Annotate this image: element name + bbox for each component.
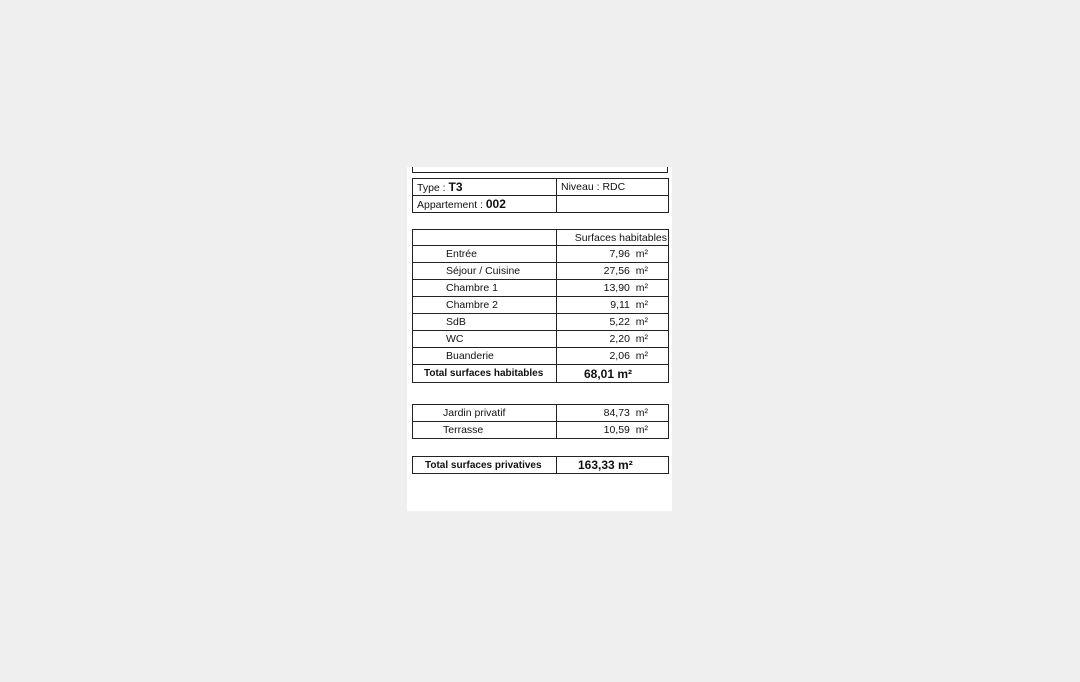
empty-cell <box>557 196 669 213</box>
surface-cell <box>557 246 669 263</box>
table-row <box>413 331 669 348</box>
surface-unit: m² <box>635 265 648 277</box>
room-name: Chambre 2 <box>413 297 557 314</box>
table-row <box>413 263 669 280</box>
surface-value: 27,56 <box>603 265 630 277</box>
table-row <box>413 280 669 297</box>
room-name: Terrasse <box>413 422 557 439</box>
table-row <box>413 348 669 365</box>
type-value: T3 <box>448 180 463 194</box>
surface-unit: m² <box>635 424 648 436</box>
exterior-table <box>412 404 669 439</box>
surface-sheet <box>407 167 672 511</box>
surface-cell <box>557 314 669 331</box>
column-header: Surfaces habitables <box>557 230 669 246</box>
surface-value: 5,22 <box>609 316 630 328</box>
surface-value: 2,20 <box>609 333 630 345</box>
surface-value: 84,73 <box>603 407 630 419</box>
total-habitable-label: Total surfaces habitables <box>413 365 557 383</box>
surface-value: 9,11 <box>610 299 630 311</box>
appartement-value: 002 <box>485 197 506 211</box>
room-name: SdB <box>413 314 557 331</box>
surface-cell <box>557 331 669 348</box>
room-name: Jardin privatif <box>413 405 557 422</box>
appartement-label: Appartement : <box>417 199 486 211</box>
table-row <box>413 246 669 263</box>
surface-value: 10,59 <box>603 424 630 436</box>
type-label: Type : <box>417 182 449 194</box>
surface-value: 7,96 <box>609 248 630 260</box>
surface-cell <box>557 297 669 314</box>
surface-cell <box>557 263 669 280</box>
privative-table <box>412 456 669 474</box>
table-row <box>413 405 669 422</box>
habitable-table <box>412 229 669 383</box>
table-row <box>413 314 669 331</box>
cropped-table-edge <box>412 167 668 173</box>
surface-value: 2,06 <box>609 350 630 362</box>
surface-cell <box>557 280 669 297</box>
header-empty-cell <box>413 230 557 246</box>
surface-unit: m² <box>635 350 648 362</box>
surface-unit: m² <box>635 248 648 260</box>
surface-cell <box>557 348 669 365</box>
total-privative-label: Total surfaces privatives <box>413 457 557 474</box>
surface-cell <box>557 422 669 439</box>
table-row <box>413 422 669 439</box>
surface-unit: m² <box>635 316 648 328</box>
surface-value: 13,90 <box>603 282 630 294</box>
room-name: Entrée <box>413 246 557 263</box>
total-privative-value: 163,33 m² <box>557 457 669 474</box>
room-name: WC <box>413 331 557 348</box>
niveau-label: Niveau : <box>561 181 603 193</box>
room-name: Séjour / Cuisine <box>413 263 557 280</box>
surface-unit: m² <box>635 299 648 311</box>
surface-unit: m² <box>635 407 648 419</box>
surface-unit: m² <box>635 333 648 345</box>
header-table <box>412 178 669 213</box>
surface-unit: m² <box>635 282 648 294</box>
room-name: Chambre 1 <box>413 280 557 297</box>
niveau-value: RDC <box>602 181 626 193</box>
room-name: Buanderie <box>413 348 557 365</box>
table-row <box>413 297 669 314</box>
total-habitable-value: 68,01 m² <box>557 365 669 383</box>
surface-cell <box>557 405 669 422</box>
appartement-cell <box>413 196 557 213</box>
type-cell <box>413 179 557 196</box>
niveau-cell <box>557 179 669 196</box>
